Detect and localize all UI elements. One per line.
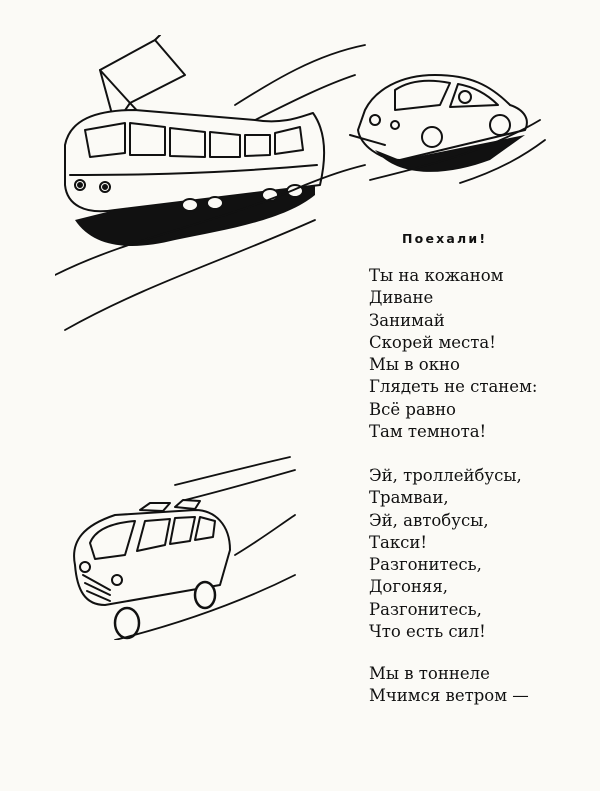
poem-line: Разгонитесь, — [369, 599, 482, 619]
poem-line: Глядеть не станем: — [369, 377, 538, 397]
poem-line: Мы в окно — [369, 355, 460, 375]
bus-illustration — [55, 455, 300, 640]
poem-title: Поехали! — [402, 231, 488, 246]
taxi-illustration — [340, 65, 550, 195]
poem-line: Эй, троллейбусы, — [369, 466, 522, 485]
poem-line: Эй, автобусы, — [369, 510, 489, 530]
stanza-1 — [369, 265, 537, 443]
poem-line: Догоняя, — [369, 577, 448, 597]
poem-line: Диване — [369, 288, 434, 308]
stanza-2 — [369, 465, 522, 643]
poem-line: Такси! — [369, 532, 428, 552]
poem-line: Ты на кожаном — [369, 266, 504, 285]
stanza-3 — [369, 663, 529, 708]
tram-illustration — [55, 35, 375, 340]
poem-line: Мы в тоннеле — [369, 664, 490, 683]
poem-line: Там темнота! — [369, 422, 487, 442]
poem-line: Трамваи, — [369, 488, 449, 508]
poem-line: Скорей места! — [369, 332, 496, 352]
poem-line: Всё равно — [369, 399, 456, 419]
poem-line: Разгонитесь, — [369, 555, 482, 575]
poem-line: Занимай — [369, 310, 445, 330]
poem-line: Мчимся ветром — — [369, 686, 529, 706]
poem-line: Что есть сил! — [369, 622, 486, 642]
